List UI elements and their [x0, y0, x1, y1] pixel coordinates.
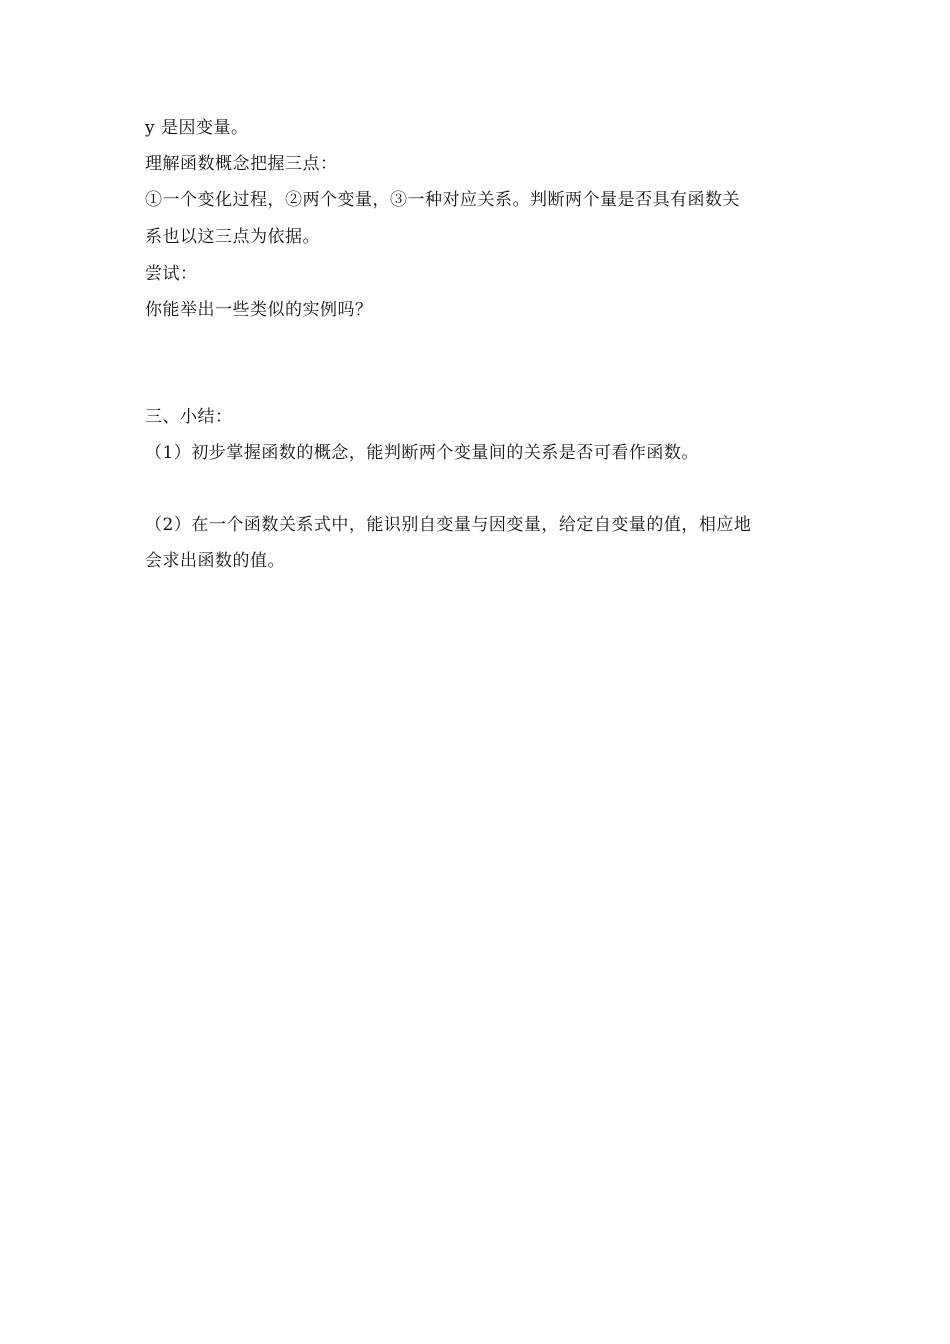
text-line-three-points-continued: 系也以这三点为依据。: [145, 227, 320, 247]
text-line-concept-heading: 理解函数概念把握三点：: [145, 154, 338, 174]
text-line-question: 你能举出一些类似的实例吗？: [145, 300, 373, 320]
section-title-summary: 三、小结：: [145, 407, 233, 427]
summary-item-2: （2）在一个函数关系式中，能识别自变量与因变量，给定自变量的值，相应地: [145, 515, 752, 535]
text-line-dependent-variable: y 是因变量。: [145, 118, 249, 138]
summary-item-1: （1）初步掌握函数的概念，能判断两个变量间的关系是否可看作函数。: [145, 443, 699, 463]
text-line-three-points: ①一个变化过程，②两个变量，③一种对应关系。判断两个量是否具有函数关: [145, 190, 740, 210]
text-line-try-heading: 尝试：: [145, 264, 198, 284]
summary-item-2-continued: 会求出函数的值。: [145, 551, 285, 571]
